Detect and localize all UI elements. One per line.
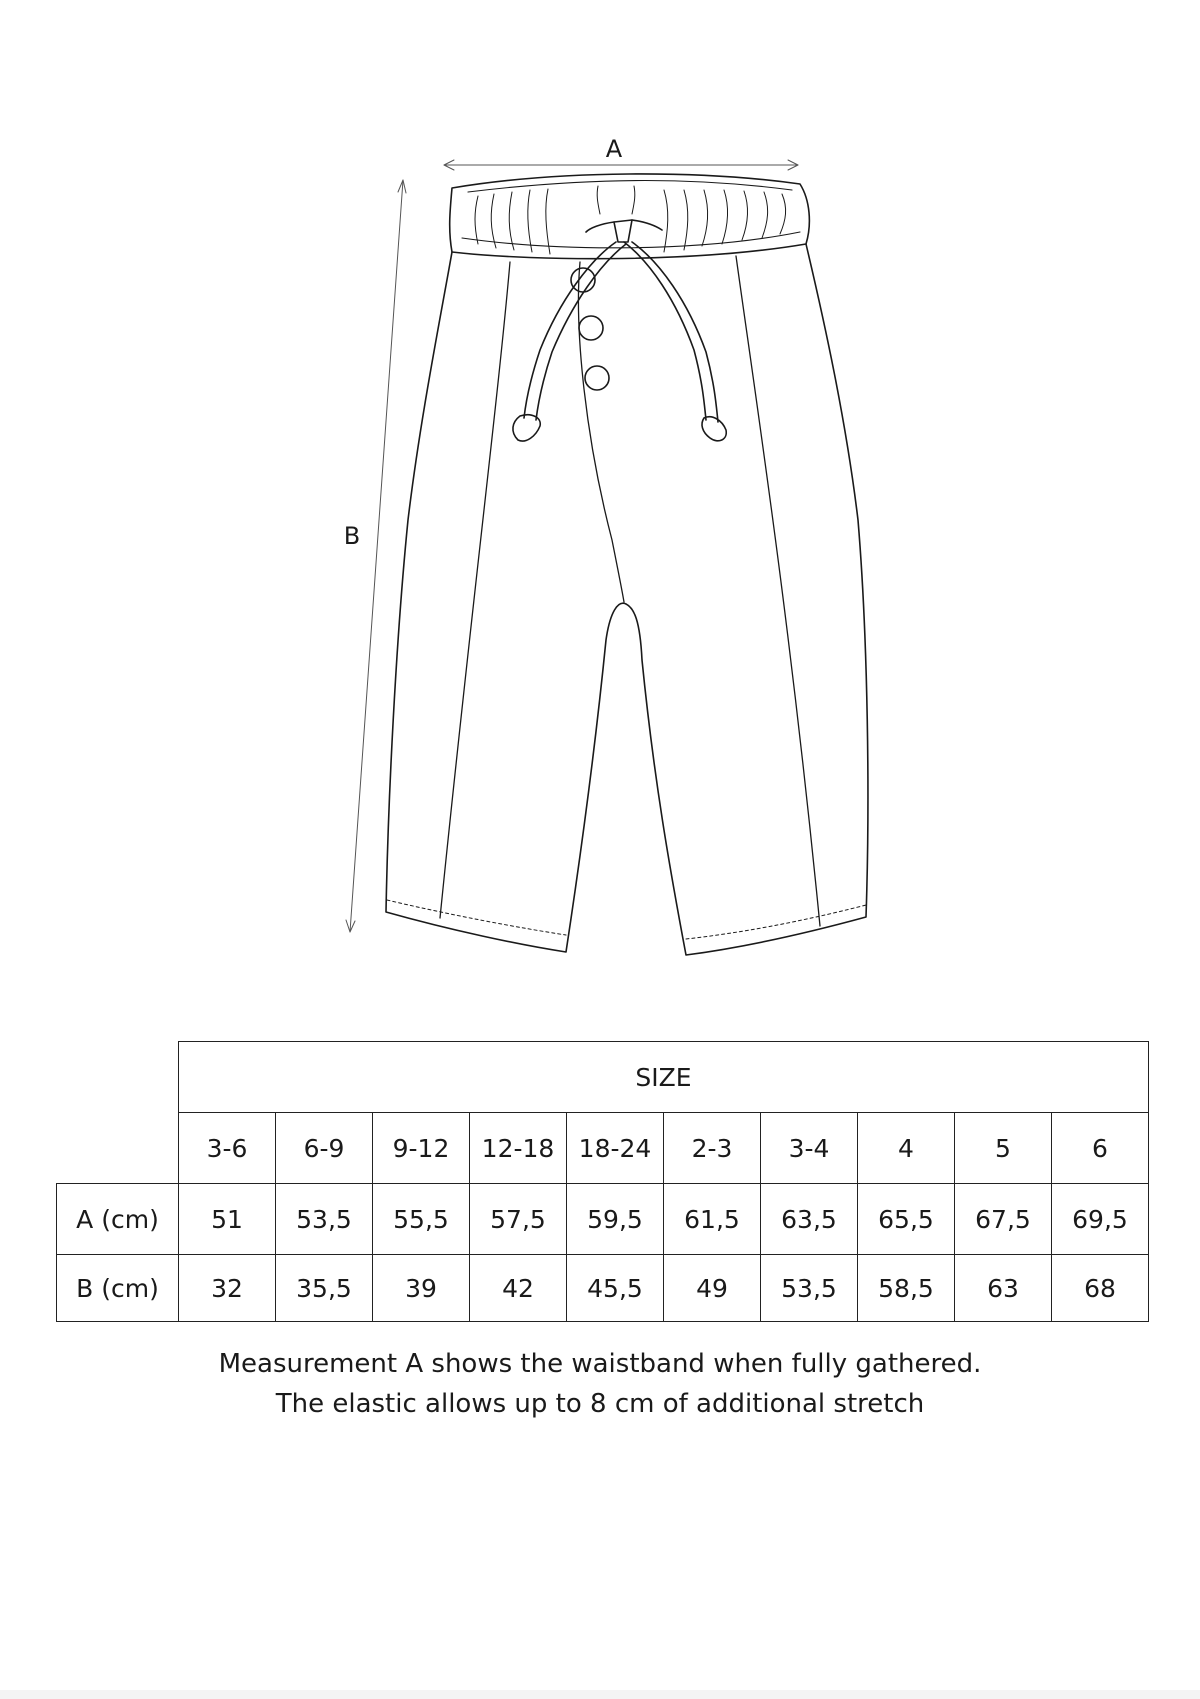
size-header: 12-18 [470,1113,567,1184]
table-cell: 57,5 [470,1184,567,1255]
table-cell: 53,5 [761,1255,858,1322]
table-corner [57,1042,179,1113]
dimension-b-label: B [343,522,361,550]
table-cell: 49 [664,1255,761,1322]
button-2 [579,316,603,340]
table-cell: 55,5 [373,1184,470,1255]
drawstring-knot [614,220,632,242]
table-cell: 53,5 [276,1184,373,1255]
table-cell: 32 [179,1255,276,1322]
table-row-a [57,1184,1149,1255]
table-cell: 63,5 [761,1184,858,1255]
table-cell: 58,5 [858,1255,955,1322]
right-side-seam [736,256,820,926]
table-row-b [57,1255,1149,1322]
dimension-b-arrow [343,180,406,932]
size-header: 4 [858,1113,955,1184]
measurement-note-line-1: Measurement A shows the waistband when fully gathered. [218,1349,982,1379]
size-header: 9-12 [373,1113,470,1184]
left-side-seam [440,262,510,918]
table-cell: 39 [373,1255,470,1322]
table-cell: 51 [179,1184,276,1255]
button-3 [585,366,609,390]
table-cell: 65,5 [858,1184,955,1255]
table-cell: 59,5 [567,1184,664,1255]
table-corner [57,1113,179,1184]
table-cell: 69,5 [1052,1184,1149,1255]
table-title: SIZE [179,1042,1149,1113]
bottom-edge [0,1690,1200,1699]
measurement-note-line-2: The elastic allows up to 8 cm of additional stretch [275,1389,925,1419]
table-cell: 63 [955,1255,1052,1322]
size-header: 2-3 [664,1113,761,1184]
size-chart-table [56,1041,1149,1322]
table-cell: 45,5 [567,1255,664,1322]
front-panel-seam [578,262,624,602]
size-header: 18-24 [567,1113,664,1184]
size-header: 3-4 [761,1113,858,1184]
table-cell: 67,5 [955,1184,1052,1255]
drawstring-right [624,242,706,420]
row-label-b: B (cm) [57,1255,179,1322]
size-header: 3-6 [179,1113,276,1184]
table-cell: 61,5 [664,1184,761,1255]
size-header-row [57,1113,1149,1184]
pants-outline [386,244,868,955]
size-header: 6-9 [276,1113,373,1184]
size-header: 6 [1052,1113,1149,1184]
size-header: 5 [955,1113,1052,1184]
table-cell: 35,5 [276,1255,373,1322]
table-cell: 42 [470,1255,567,1322]
table-cell: 68 [1052,1255,1149,1322]
dimension-a-label: A [605,135,623,163]
row-label-a: A (cm) [57,1184,179,1255]
